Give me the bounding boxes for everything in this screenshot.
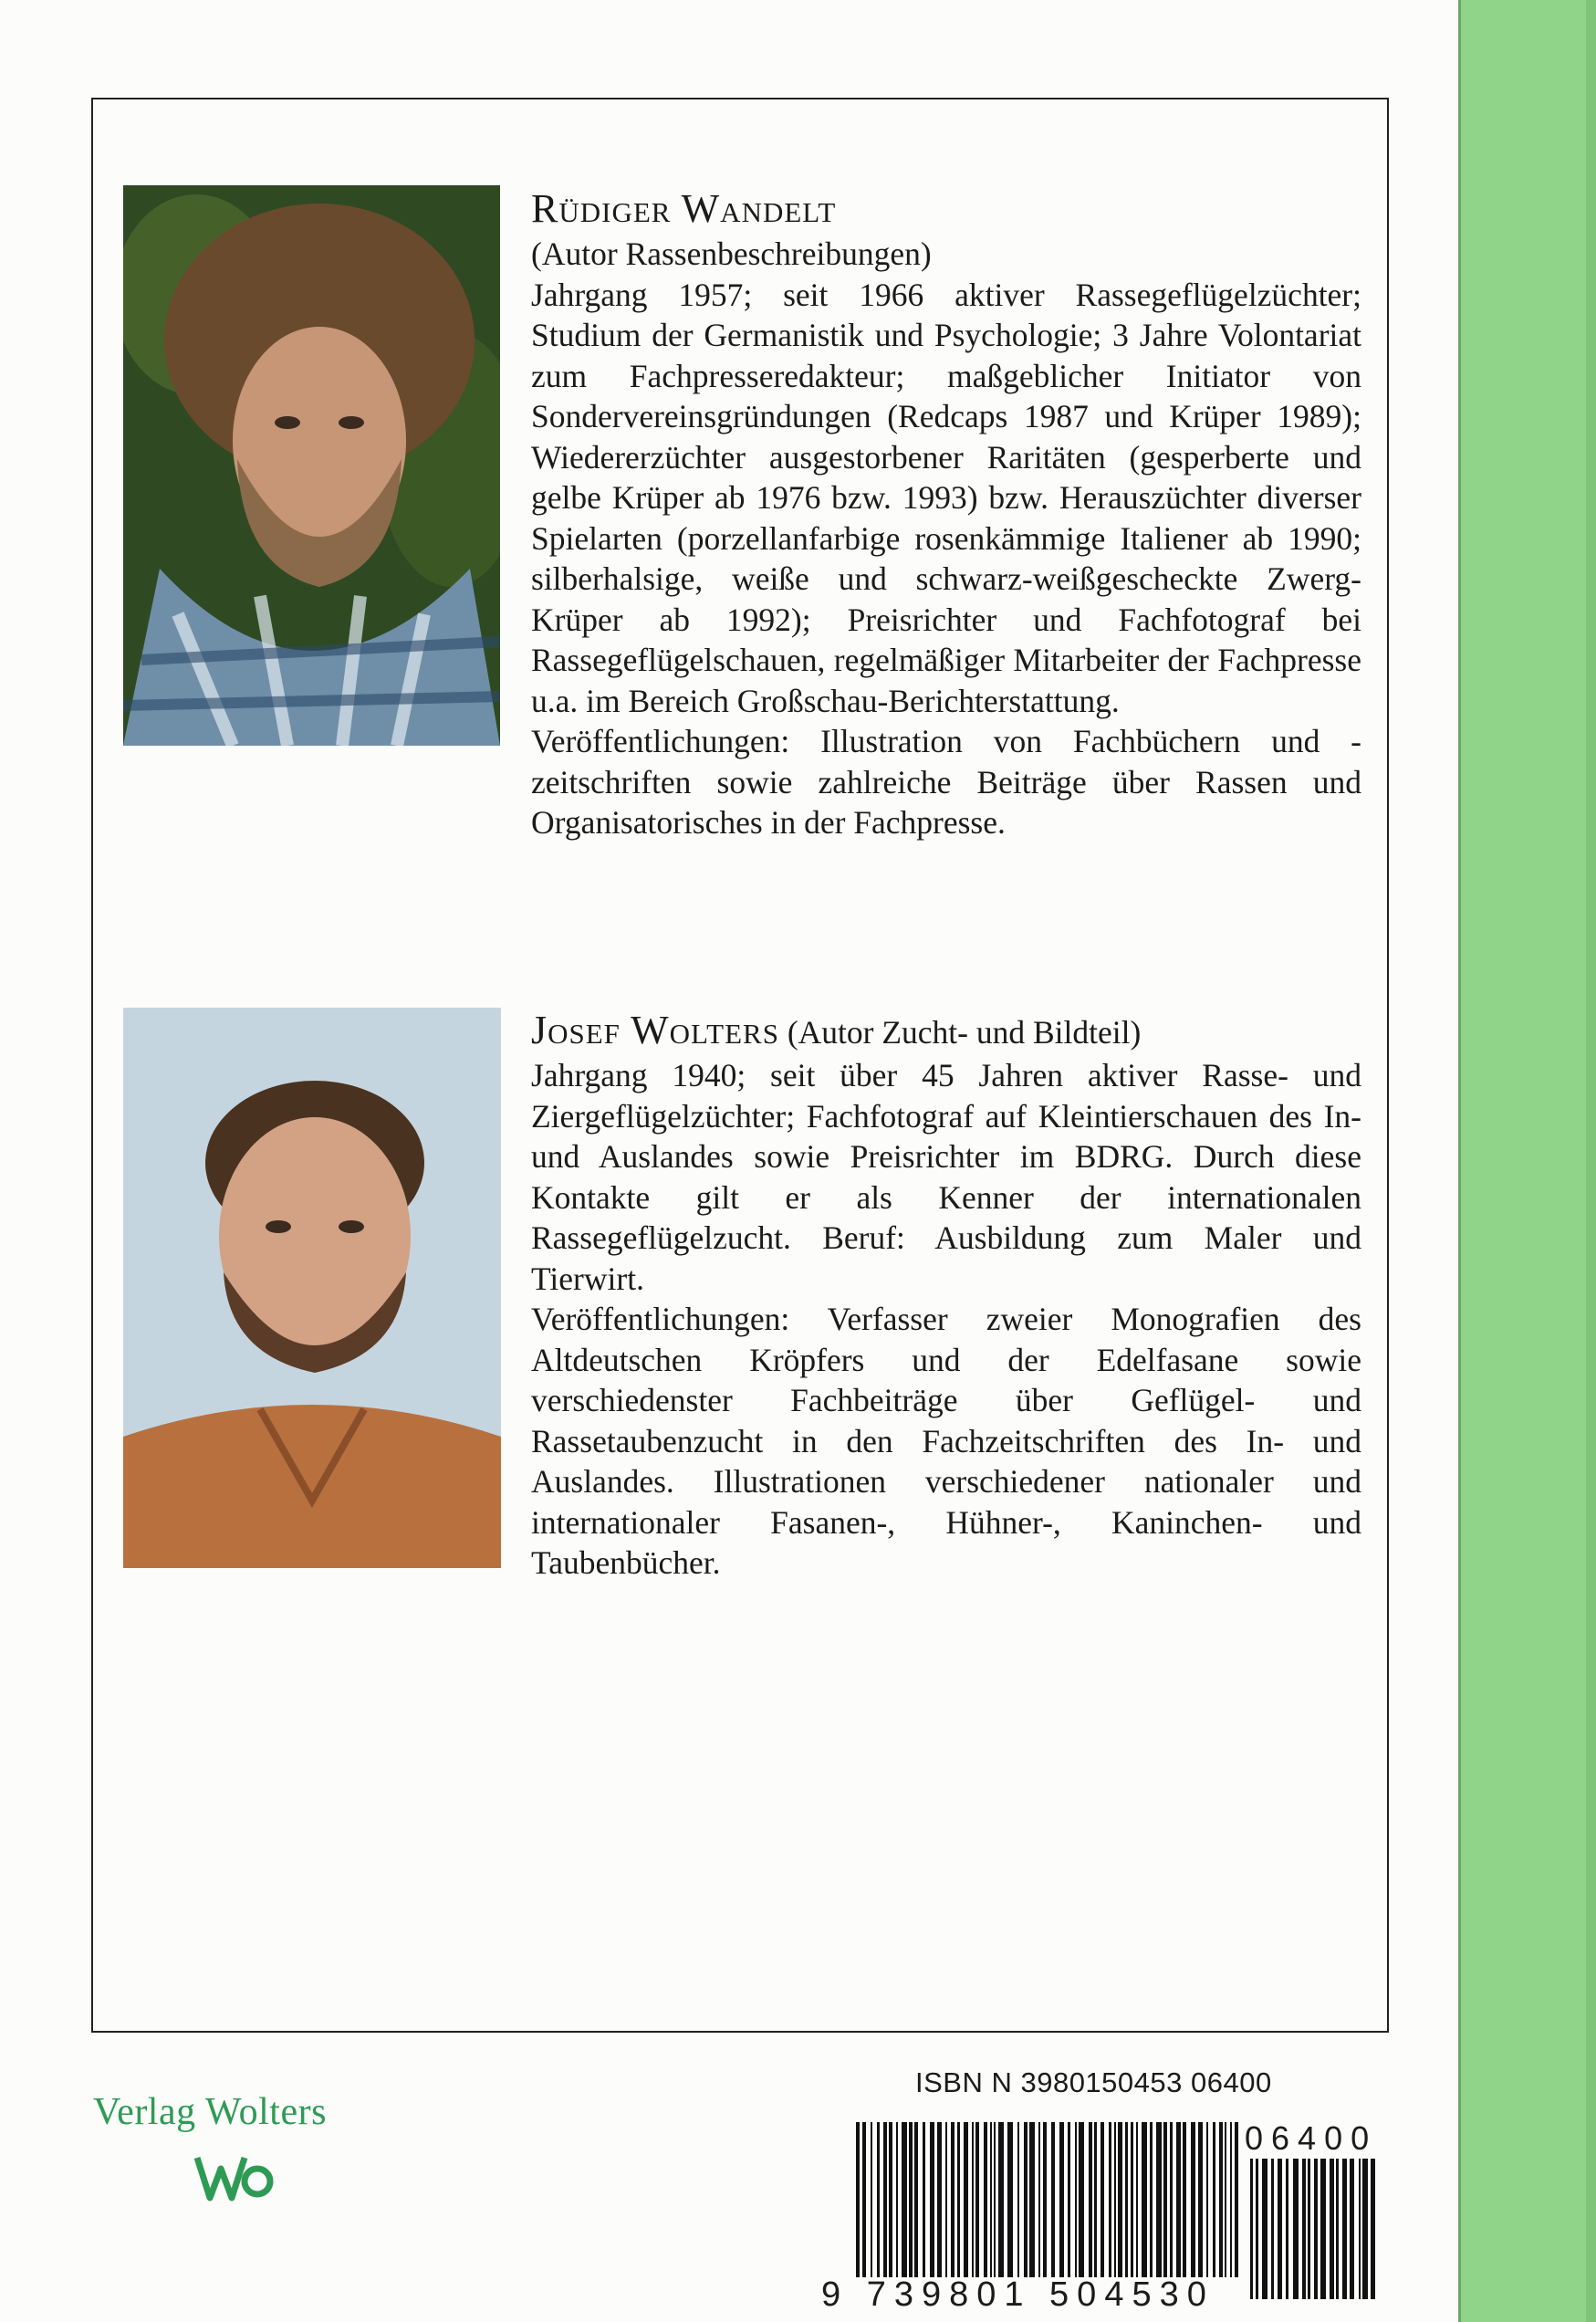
author1-bio: Jahrgang 1957; seit 1966 aktiver Rassegeflügelzüchter; Studium der Germanistik und Psychologie; 3 Jahre Volontariat zum Fachpresseredakteur; maßgeblicher Initiator von Sondervereinsgründungen (Redcaps 1987 und Krüper 1989); Wiedererzüchter ausgestorbener Raritäten (gesperberte und gelbe Krüper ab 1976 bzw. 1993) bzw. Herauszüchter diverser Spielarten (porzellanfarbige rosenkämmige Italiener ab 1990; silberhalsige, weiße und schwarz-weißgescheckte Zwerg-Krüper ab 1992); Preisrichter und Fachfotograf bei Rassegeflügelschauen, regelmäßiger Mitarbeiter der Fachpresse u.a. im Bereich Großschau-Berichterstattung. bbox=[531, 276, 1361, 719]
ean-number: 9 739801 504530 bbox=[821, 2275, 1215, 2314]
author1-portrait-icon bbox=[123, 185, 500, 746]
isbn-addon-number: 06400 bbox=[1245, 2119, 1378, 2157]
author2-name: Josef Wolters bbox=[531, 1008, 779, 1052]
author2-bio-block bbox=[531, 1009, 1361, 1584]
isbn-label: ISBN N 3980150453 06400 bbox=[915, 2066, 1272, 2098]
author2-role: (Autor Zucht- und Bildteil) bbox=[787, 1014, 1142, 1051]
publisher-logo-icon bbox=[193, 2150, 276, 2205]
author2-bio: Jahrgang 1940; seit über 45 Jahren aktiver Rasse- und Ziergeflügelzüchter; Fachfotograf auf Kleintierschauen des In- und Auslandes sowie Preisrichter im BDRG. Durch diese Kontakte gilt er als Kenner der internationalen Rassegeflügelzucht. Beruf: Ausbildung zum Maler und Tierwirt. bbox=[531, 1057, 1361, 1297]
author1-name: Rüdiger Wandelt bbox=[531, 186, 837, 231]
author2-photo bbox=[123, 1008, 501, 1568]
author2-portrait-icon bbox=[123, 1008, 501, 1568]
addon-barcode-icon bbox=[1248, 2159, 1376, 2299]
publisher-name: Verlag Wolters bbox=[93, 2091, 327, 2133]
author1-role: (Autor Rassenbeschreibungen) bbox=[531, 235, 932, 272]
author2-publications: Veröffentlichungen: Verfasser zweier Monografien des Altdeutschen Kröpfers und der Edelfasane sowie verschiedenster Fachbeiträge über Geflügel- und Rassetaubenzucht in den Fachzeitschriften des In- und Auslandes. Illustrationen verschiedener nationaler und internationaler Fasanen-, Hühner-, Kaninchen- und Taubenbücher. bbox=[531, 1301, 1361, 1581]
green-spine bbox=[1458, 0, 1596, 2322]
ean-barcode-icon bbox=[854, 2122, 1239, 2299]
author1-photo bbox=[123, 185, 500, 746]
author1-publications: Veröffentlichungen: Illustration von Fachbüchern und -zeitschriften sowie zahlreiche Beiträge über Rassen und Organisatorisches in der Fachpresse. bbox=[531, 723, 1361, 841]
spine-edge bbox=[1586, 0, 1596, 2322]
author1-bio-block bbox=[531, 188, 1361, 843]
